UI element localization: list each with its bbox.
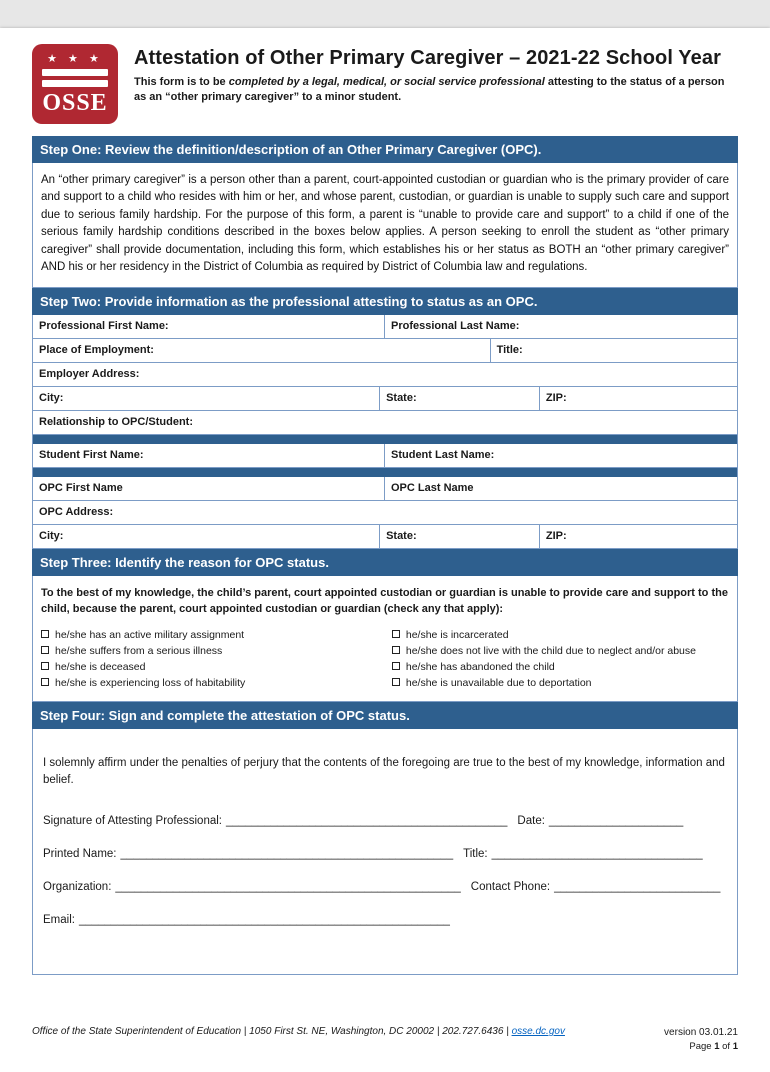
table-row: [33, 339, 737, 363]
field-label: City:: [39, 391, 64, 404]
field-student-last-name[interactable]: [385, 444, 737, 467]
page-footer: [32, 1025, 738, 1054]
logo-stars-icon: ★ ★ ★: [47, 53, 103, 65]
field-professional-last-name[interactable]: [385, 315, 737, 338]
step-four-header: Step Four: Sign and complete the attestation of OPC status.: [32, 702, 738, 729]
logo-stripe-icon: [42, 69, 108, 76]
date-line[interactable]: _____________________: [548, 815, 684, 828]
contact-phone-line[interactable]: __________________________: [554, 881, 721, 894]
checkbox[interactable]: [41, 662, 49, 670]
section-divider-bar: [33, 435, 737, 444]
checkbox[interactable]: [392, 630, 400, 638]
page-title: Attestation of Other Primary Caregiver – 2021-22 School Year: [134, 47, 721, 69]
logo-wordmark: OSSE: [42, 90, 108, 116]
field-label: State:: [386, 391, 417, 404]
checkbox-columns: [41, 628, 729, 692]
field-label: OPC Last Name: [391, 481, 474, 494]
field-title[interactable]: [491, 339, 737, 362]
checkbox-column-left: [41, 628, 392, 692]
table-row: [33, 501, 737, 525]
version-label: version 03.01.21: [664, 1027, 738, 1039]
option-loss-of-habitability[interactable]: [41, 676, 392, 691]
step-three-section: [32, 576, 738, 702]
title-line[interactable]: _________________________________: [491, 848, 703, 861]
table-row: [33, 444, 737, 468]
document-header: [0, 28, 770, 136]
signature-row: [43, 815, 727, 827]
checkbox-column-right: [392, 628, 729, 692]
email-line[interactable]: __________________________________________________________: [78, 914, 450, 927]
title-label: Title:: [463, 848, 488, 861]
field-zip[interactable]: [540, 387, 737, 410]
signature-line[interactable]: ____________________________________________: [226, 815, 508, 828]
subtitle-lead: This form is to be: [134, 76, 229, 88]
organization-label: Organization:: [43, 881, 112, 894]
field-student-first-name[interactable]: [33, 444, 385, 467]
page-number: [664, 1040, 738, 1054]
field-city[interactable]: [33, 387, 380, 410]
email-label: Email:: [43, 914, 75, 927]
printed-name-row: [43, 848, 727, 860]
field-opc-address[interactable]: [33, 501, 737, 524]
field-label: Title:: [496, 343, 523, 356]
field-opc-last-name[interactable]: [385, 477, 737, 500]
field-opc-city[interactable]: [33, 525, 380, 548]
osse-website-link[interactable]: osse.dc.gov: [511, 1026, 565, 1038]
checkbox[interactable]: [392, 678, 400, 686]
checkbox-label: he/she suffers from a serious illness: [55, 644, 223, 657]
section-divider-bar: [33, 468, 737, 477]
option-deceased[interactable]: [41, 660, 392, 675]
page-word: Page: [689, 1041, 715, 1053]
osse-logo: [32, 44, 118, 124]
checkbox[interactable]: [392, 646, 400, 654]
option-deportation[interactable]: [392, 676, 729, 691]
field-opc-state[interactable]: [380, 525, 540, 548]
step-three-instructions: To the best of my knowledge, the child’s parent, court appointed custodian or guardian is unable to provide care and support to the child, because the parent, court appointed custodian or guardian (check any that apply):: [41, 586, 728, 615]
subtitle-tail: attesting to the status of a person as an “other primary caregiver” to a minor student.: [134, 76, 725, 104]
footer-text: Office of the State Superintendent of Education | 1050 First St. NE, Washington, DC 20002 | 202.727.6436 |: [32, 1026, 512, 1038]
table-row: [33, 477, 737, 501]
field-label: Relationship to OPC/Student:: [39, 415, 193, 428]
page-subtitle: [134, 75, 734, 106]
field-label: Professional Last Name:: [391, 319, 520, 332]
field-label: City:: [39, 529, 64, 542]
checkbox-label: he/she is unavailable due to deportation: [405, 676, 592, 689]
email-row: [43, 914, 727, 926]
checkbox-label: he/she has abandoned the child: [405, 660, 555, 673]
field-label: ZIP:: [545, 391, 567, 404]
step-one-definition-text: An “other primary caregiver” is a person other than a parent, court-appointed custodian or guardian who is the primary provider of care and support to a child who resides with him or her, and whose parent, custodian, or guardian is unable to supply such care and support due to serious family hardship. For the purpose of this form, a parent is “unable to provide care and support” to a child if one of the serious family hardship conditions described in the boxes below applies. A person seeking to enroll the student as “other primary caregiver” shall provide documentation, including this form, which establishes his or her status as BOTH an “other primary caregiver” AND his or her residency in the District of Columbia as required by District of Columbia law and regulations.: [41, 174, 729, 274]
field-opc-zip[interactable]: [540, 525, 737, 548]
checkbox-label: he/she is deceased: [55, 660, 146, 673]
step-two-form-grid: [32, 315, 738, 549]
signature-label: Signature of Attesting Professional:: [43, 815, 222, 828]
page-current: 1: [714, 1041, 720, 1053]
field-label: OPC Address:: [39, 505, 114, 518]
date-label: Date:: [517, 815, 545, 828]
field-label: ZIP:: [545, 529, 567, 542]
field-label: Employer Address:: [39, 367, 140, 380]
option-serious-illness[interactable]: [41, 644, 392, 659]
document-page: [0, 28, 770, 1072]
printed-name-line[interactable]: ____________________________________________________: [120, 848, 454, 861]
field-state[interactable]: [380, 387, 540, 410]
footer-contact-info: [32, 1025, 565, 1039]
field-professional-first-name[interactable]: [33, 315, 385, 338]
step-four-section: [32, 729, 738, 976]
checkbox[interactable]: [392, 662, 400, 670]
checkbox-label: he/she does not live with the child due to neglect and/or abuse: [405, 644, 696, 657]
logo-stripe-icon: [42, 80, 108, 87]
organization-row: [43, 881, 727, 893]
field-opc-first-name[interactable]: [33, 477, 385, 500]
table-row: [33, 525, 737, 548]
field-label: Place of Employment:: [39, 343, 154, 356]
checkbox-label: he/she is experiencing loss of habitability: [55, 676, 246, 689]
affirmation-text: I solemnly affirm under the penalties of perjury that the contents of the foregoing are true to the best of my knowledge, information and belief.: [43, 756, 725, 786]
subtitle-italic: completed by a legal, medical, or social service professional: [228, 76, 545, 88]
field-label: Student First Name:: [39, 448, 144, 461]
field-relationship-to-opc-student[interactable]: [33, 411, 737, 434]
table-row: [33, 411, 737, 435]
checkbox[interactable]: [41, 630, 49, 638]
footer-meta: [664, 1025, 738, 1054]
step-one-header: Step One: Review the definition/description of an Other Primary Caregiver (OPC).: [32, 136, 738, 163]
field-label: Student Last Name:: [391, 448, 495, 461]
field-place-of-employment[interactable]: [33, 339, 491, 362]
field-employer-address[interactable]: [33, 363, 737, 386]
checkbox[interactable]: [41, 646, 49, 654]
step-three-header: Step Three: Identify the reason for OPC status.: [32, 549, 738, 576]
organization-line[interactable]: ______________________________________________________: [115, 881, 461, 894]
option-abandoned-child[interactable]: [392, 660, 729, 675]
title-block: [134, 44, 734, 124]
field-label: State:: [386, 529, 417, 542]
step-two-header: Step Two: Provide information as the professional attesting to status as an OPC.: [32, 288, 738, 315]
contact-phone-label: Contact Phone:: [470, 881, 551, 894]
field-label: OPC First Name: [39, 481, 123, 494]
field-label: Professional First Name:: [39, 319, 169, 332]
table-row: [33, 363, 737, 387]
checkbox[interactable]: [41, 678, 49, 686]
page-total: 1: [732, 1041, 738, 1053]
option-military-assignment[interactable]: [41, 628, 392, 643]
table-row: [33, 387, 737, 411]
checkbox-label: he/she has an active military assignment: [55, 628, 245, 641]
option-neglect-abuse[interactable]: [392, 644, 729, 659]
page-of-word: of: [719, 1041, 733, 1053]
printed-name-label: Printed Name:: [43, 848, 117, 861]
step-one-section: [32, 163, 738, 288]
option-incarcerated[interactable]: [392, 628, 729, 643]
table-row: [33, 315, 737, 339]
checkbox-label: he/she is incarcerated: [405, 628, 509, 641]
